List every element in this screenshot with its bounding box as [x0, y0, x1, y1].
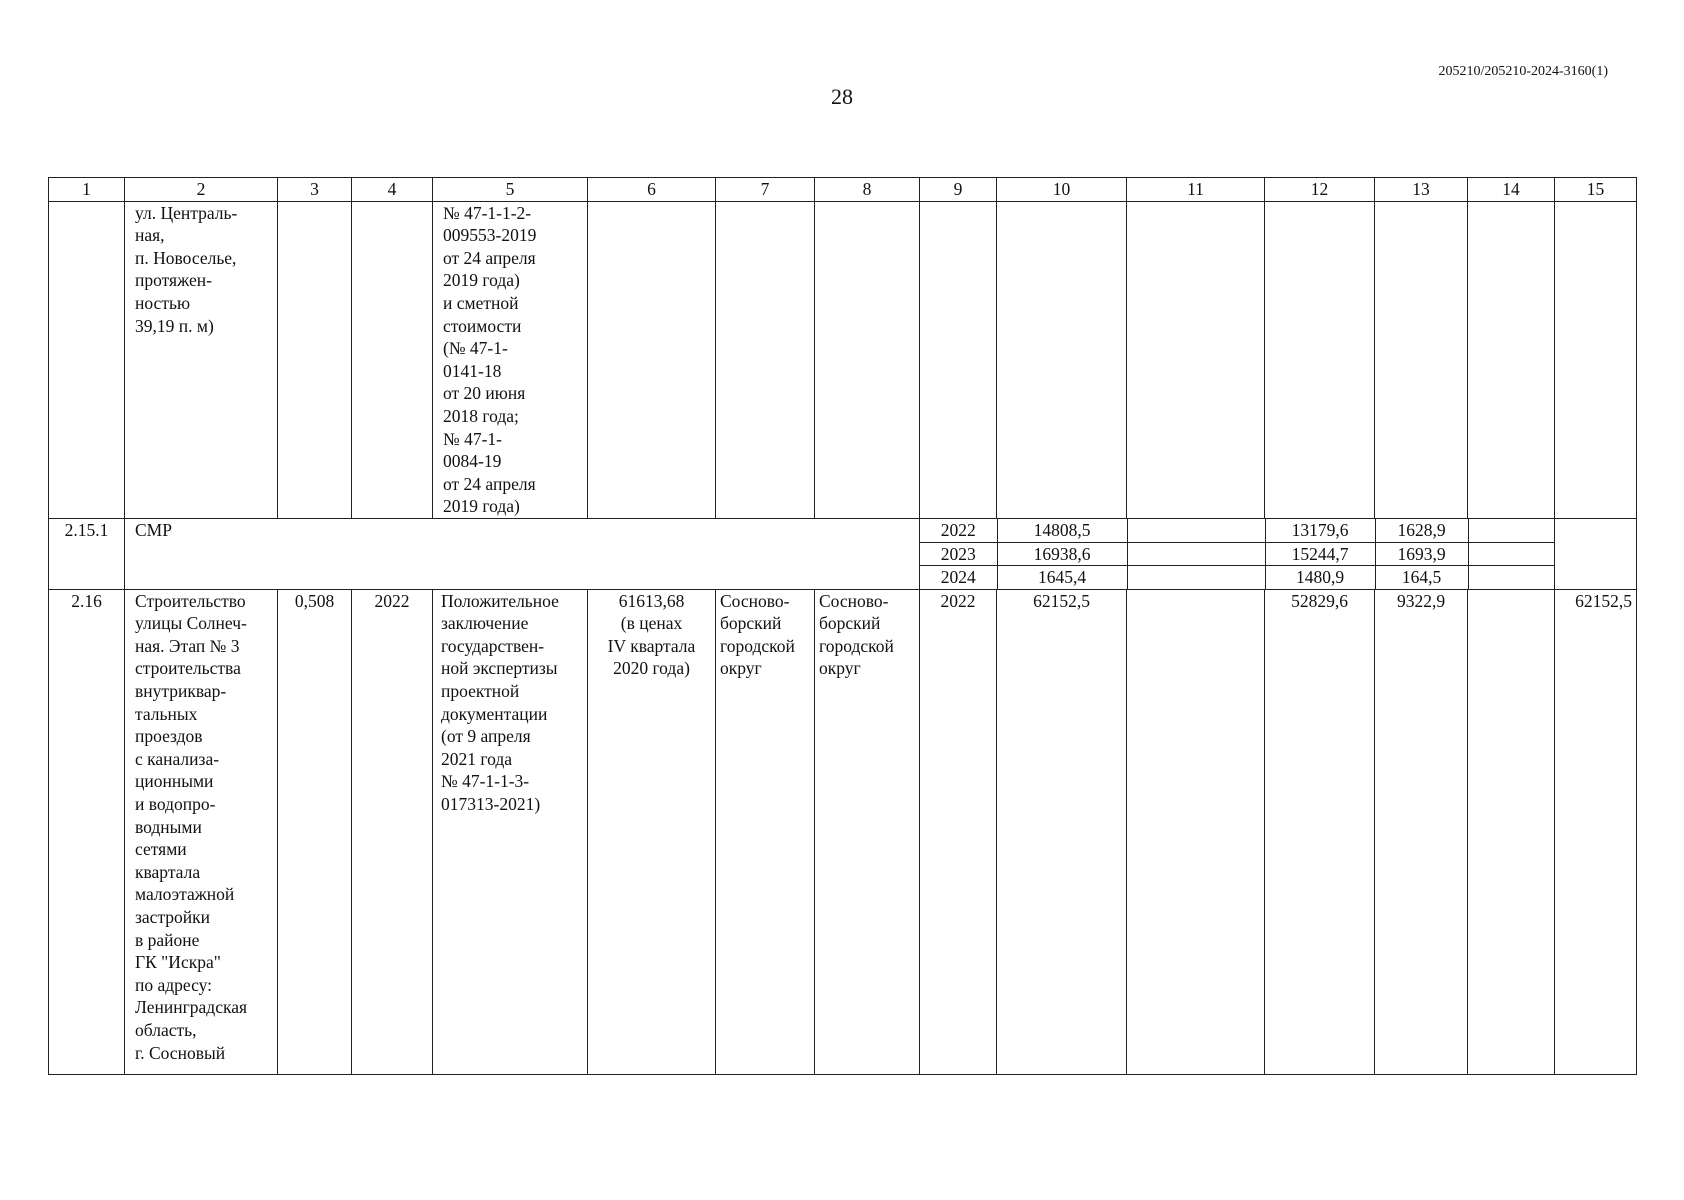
col-header-9: 9: [920, 178, 997, 202]
col-header-12: 12: [1265, 178, 1375, 202]
col-header-4: 4: [352, 178, 433, 202]
value-cell: 1628,9: [1375, 519, 1468, 542]
cell: [815, 201, 920, 518]
col-header-6: 6: [588, 178, 716, 202]
col-header-10: 10: [997, 178, 1127, 202]
cell-expertise: № 47-1-1-2- 009553-2019 от 24 апреля 2019 года) и сметной стоимости (№ 47-1- 0141-18 от 20 июня 2018 года; № 47-1- 0084-19 от 24 апреля 2019 года): [433, 201, 588, 518]
value-cell: [1127, 519, 1265, 542]
col-header-2: 2: [125, 178, 278, 202]
cell-object-name: Строительство улицы Солнеч- ная. Этап № 3 строительства внутриквар- тальных проездов с канализа- ционными и водопро- водными сетями квартала малоэтажной застройки в районе ГК "Искра" по адресу: Ленинградская область, г. Сосновый: [125, 589, 278, 1074]
cell-year: 2022: [920, 589, 997, 1074]
yearly-breakdown-table: [920, 519, 1555, 589]
value-cell: 1693,9: [1375, 542, 1468, 566]
value-cell: 14808,5: [997, 519, 1127, 542]
cell: [997, 201, 1127, 518]
cell-value: 52829,6: [1265, 589, 1375, 1074]
col-header-11: 11: [1127, 178, 1265, 202]
year-cell: 2024: [920, 566, 997, 589]
cell-row-number: 2.15.1: [49, 518, 125, 589]
cell: [920, 201, 997, 518]
year-cell: 2022: [920, 519, 997, 542]
cell-cost: 61613,68 (в ценах IV квартала 2020 года): [588, 589, 716, 1074]
cell: [278, 201, 352, 518]
cell: [1468, 201, 1555, 518]
value-cell: [1127, 566, 1265, 589]
cell-yearly-breakdown: [920, 518, 1555, 589]
cell-value: 62152,5: [1555, 589, 1637, 1074]
document-code: 205210/205210-2024-3160(1): [1438, 64, 1608, 79]
cell-expertise: Положительное заключение государствен- ной экспертизы проектной документации (от 9 апреля 2021 года № 47-1-1-3- 017313-2021): [433, 589, 588, 1074]
value-cell: 16938,6: [997, 542, 1127, 566]
yearly-row: [920, 542, 1555, 566]
data-table: [48, 177, 1637, 1075]
col-header-3: 3: [278, 178, 352, 202]
cell: [49, 201, 125, 518]
cell-municipality: Сосново- борский городской округ: [716, 589, 815, 1074]
cell-customer: Сосново- борский городской округ: [815, 589, 920, 1074]
table-row-2-16: [49, 589, 1637, 1074]
column-number-row: [49, 178, 1637, 202]
col-header-7: 7: [716, 178, 815, 202]
page-number: 28: [831, 84, 853, 109]
value-cell: 1645,4: [997, 566, 1127, 589]
value-cell: 1480,9: [1265, 566, 1375, 589]
cell: [1265, 201, 1375, 518]
value-cell: [1468, 566, 1555, 589]
cell: [1375, 201, 1468, 518]
value-cell: 13179,6: [1265, 519, 1375, 542]
cell: [588, 201, 716, 518]
cell-row-number: 2.16: [49, 589, 125, 1074]
col-header-15: 15: [1555, 178, 1637, 202]
value-cell: [1468, 519, 1555, 542]
cell: [1127, 589, 1265, 1074]
col-header-13: 13: [1375, 178, 1468, 202]
table-row-continuation: [49, 201, 1637, 518]
value-cell: 15244,7: [1265, 542, 1375, 566]
col-header-8: 8: [815, 178, 920, 202]
cell: [352, 201, 433, 518]
col-header-5: 5: [433, 178, 588, 202]
cell-object-name: ул. Централь- ная, п. Новоселье, протяжен- ностью 39,19 п. м): [125, 201, 278, 518]
cell: [716, 201, 815, 518]
yearly-row: [920, 566, 1555, 589]
cell: [1555, 518, 1637, 589]
table-row-2-15-1: [49, 518, 1637, 589]
cell: [1127, 201, 1265, 518]
cell-work-type: СМР: [125, 518, 920, 589]
cell-value: 9322,9: [1375, 589, 1468, 1074]
col-header-14: 14: [1468, 178, 1555, 202]
cell-length: 0,508: [278, 589, 352, 1074]
cell-year: 2022: [352, 589, 433, 1074]
cell: [1555, 201, 1637, 518]
value-cell: [1468, 542, 1555, 566]
year-cell: 2023: [920, 542, 997, 566]
value-cell: [1127, 542, 1265, 566]
value-cell: 164,5: [1375, 566, 1468, 589]
cell: [1468, 589, 1555, 1074]
cell-total: 62152,5: [997, 589, 1127, 1074]
yearly-row: [920, 519, 1555, 542]
col-header-1: 1: [49, 178, 125, 202]
